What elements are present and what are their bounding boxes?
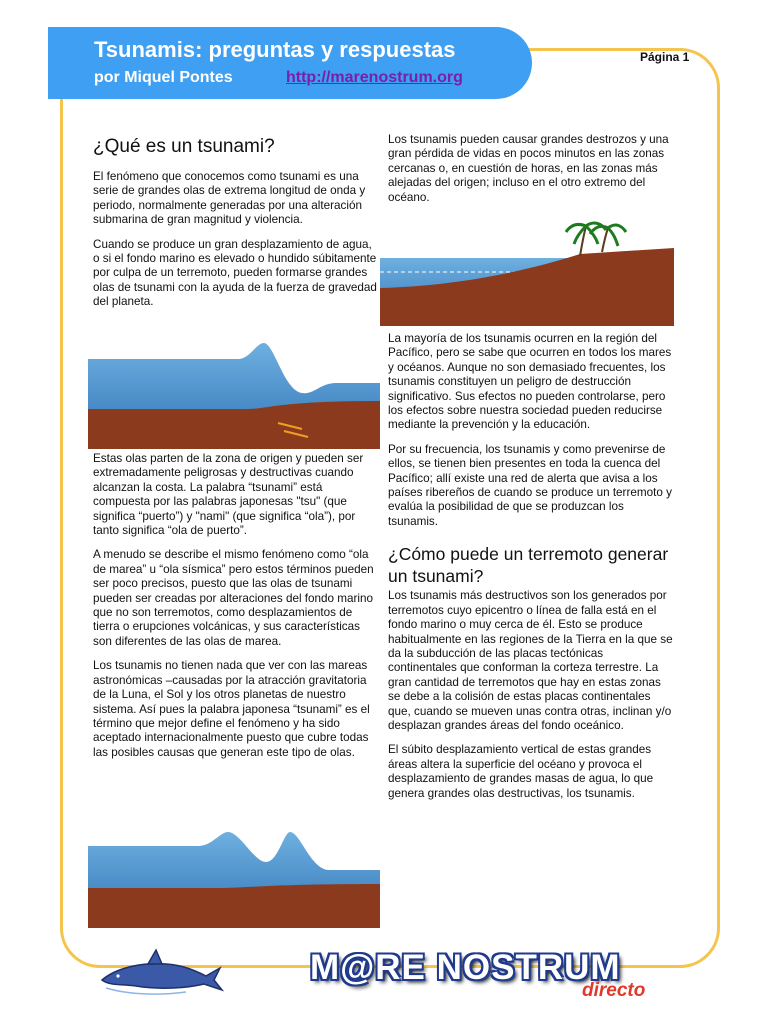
brand-logo-text: M@RE NOSTRUM: [310, 948, 621, 987]
paragraph: Los tsunamis no tienen nada que ver con las mareas astronómicas –causadas por la atracción gravitatoria de la Luna, el Sol y los otros planetas de nuestro sistema. Así pues la palabra japonesa “tsunami” es el término que mejor define el fenómeno y ha sido aceptado internacionalmente puesto que cubre todas las posibles causas que generan este tipo de olas.: [93, 659, 370, 759]
paragraph: Los tsunamis pueden causar grandes destrozos y una gran pérdida de vidas en pocos minutos en las zonas cercanas o, en cuestión de horas, en las zonas más alejadas del origen; incluso en el otro extremo del océano.: [388, 133, 669, 204]
paragraph: Los tsunamis más destructivos son los generados por terremotos cuyo epicentro o línea de falla está en el fondo marino o muy cerca de él. Esto se produce habitualmente en las regiones de la Tierra en la que se da la subducción de las placas tectónicas continentales que conforman la corteza terrestre. La gran cantidad de terremotos que hay en estas zonas se debe a la colisión de estas placas continentales que, cuando se mueven unas contra otras, inclinan y/o desplazan grandes áreas del fondo oceánico.: [388, 589, 673, 732]
footer-logo: [92, 940, 692, 1020]
section-heading: ¿Cómo puede un terremoto generar un tsunami?: [388, 544, 669, 587]
left-column-cont: [93, 452, 378, 770]
header-banner: [48, 27, 532, 99]
dolphin-icon: [96, 940, 226, 1000]
tsunami-waves-illustration: [88, 832, 380, 928]
site-link[interactable]: http://marenostrum.org: [286, 69, 463, 86]
right-column: [388, 133, 673, 215]
page-number: Página 1: [640, 50, 690, 64]
section-heading: ¿Qué es un tsunami?: [93, 136, 275, 157]
paragraph: El súbito desplazamiento vertical de estas grandes áreas altera la superficie del océano y provoca el desplazamiento de grandes masas de agua, lo que genera grandes olas destructivas, los tsunamis.: [388, 743, 654, 800]
right-column-cont: [388, 332, 673, 811]
tsunami-origin-illustration: [88, 343, 380, 449]
paragraph: Cuando se produce un gran desplazamiento de agua, o si el fondo marino es elevado o hundido súbitamente por culpa de un terremoto, pueden formarse grandes olas de tsunami con la ayuda de la fuerza de gravedad del planeta.: [93, 237, 377, 309]
author: por Miquel Pontes: [94, 69, 233, 86]
coast-illustration: [380, 218, 674, 326]
brand-logo-subtitle: directo: [582, 980, 646, 1001]
paragraph: La mayoría de los tsunamis ocurren en la región del Pacífico, pero se sabe que ocurren en todos los mares y océanos. Aunque no son demasiado frecuentes, los tsunamis constituyen un peligro de destrucción significativo. Sus efectos no pueden controlarse, pero los efectos sobre nuestra sociedad pueden reducirse mediante la prevención y la educación.: [388, 332, 672, 432]
paragraph: A menudo se describe el mismo fenómeno como “ola de marea” u “ola sísmica” pero estos términos pueden ser poco precisos, puesto que las olas de tsunami pueden ser creadas por alteraciones del fondo marino que no son terremotos, como desplazamientos de tierra o erupciones volcánicas, y sus características son diferentes de las olas de marea.: [93, 548, 374, 648]
paragraph: El fenómeno que conocemos como tsunami es una serie de grandes olas de extrema longitud de onda y periodo, normalmente generadas por una alteración submarina de gran magnitud y violencia.: [93, 170, 366, 227]
left-column: [93, 136, 378, 320]
page-title: Tsunamis: preguntas y respuestas: [94, 37, 456, 62]
paragraph: Estas olas parten de la zona de origen y pueden ser extremadamente peligrosas y destructivas cuando alcanzan la costa. La palabra “tsunami” está compuesta por las palabras japonesas "tsu" (que significa “puerto”) y "nami" (que significa “ola”), por tanto significa “ola de puerto”.: [93, 452, 364, 538]
paragraph: Por su frecuencia, los tsunamis y como prevenirse de ellos, se tienen bien presentes en toda la cuenca del Pacífico; allí existe una red de alerta que avisa a los países ribereños de cuando se produce un terremoto y evalúa la posibilidad de que se produzcan los tsunamis.: [388, 442, 672, 528]
